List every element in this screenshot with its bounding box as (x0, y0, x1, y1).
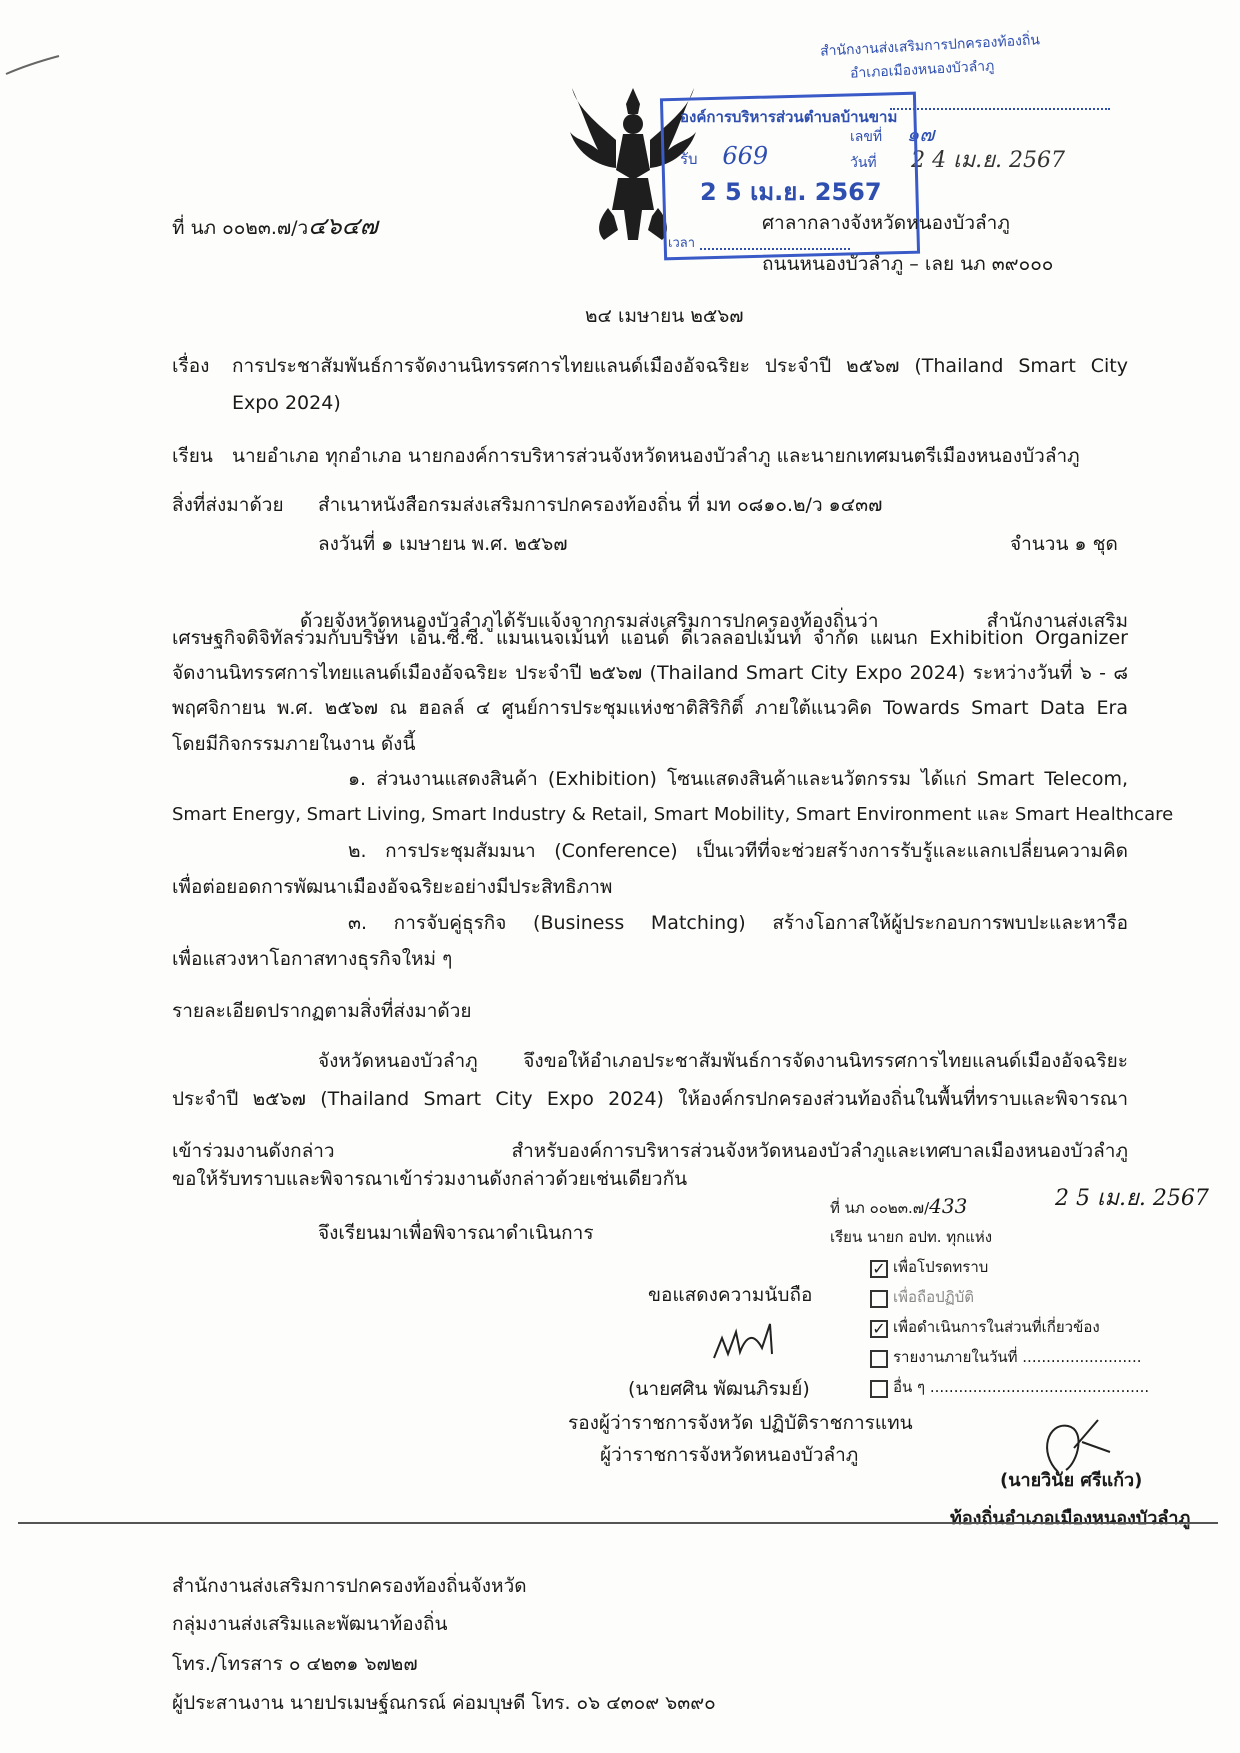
enclosure-line-1: สำเนาหนังสือกรมส่งเสริมการปกครองท้องถิ่น ที่ มท ๐๘๑๐.๒/ว ๑๔๓๗ (318, 494, 883, 516)
forward-to: เรียน นายก อปท. ทุกแห่ง (830, 1228, 993, 1246)
body-line-15: เข้าร่วมงานดังกล่าว สำหรับองค์การบริหารส่วนจังหวัดหนองบัวลำภูและเทศบาลเมืองหนองบัวลำภู (172, 1140, 1128, 1162)
footer-line-4: ผู้ประสานงาน นายปรเมษฐ์ณกรณ์ ค่อมบุษดี โทร. ๐๖ ๔๓๐๙ ๖๓๙๐ (172, 1692, 716, 1714)
body-line-3: จัดงานนิทรรศการไทยแลนด์เมืองอัจฉริยะ ประจำปี ๒๕๖๗ (Thailand Smart City Expo 2024) ระหว่างวันที่ ๖ - ๘ (172, 662, 1128, 684)
option-checkbox-4[interactable] (870, 1350, 888, 1368)
received-stamp-date: วันที่ 2 4 เม.ย. 2567 (850, 148, 1065, 173)
stamp-number-dotline (890, 108, 1110, 110)
forward-signer: (นายวินัย ศรีแก้ว) (1000, 1470, 1143, 1491)
option-label-2: เพื่อถือปฏิบัติ (893, 1288, 974, 1306)
footer-line-3: โทร./โทรสาร ๐ ๔๒๓๑ ๖๗๒๗ (172, 1653, 418, 1675)
received-stamp-office-2: อำเภอเมืองหนองบัวลำภู (849, 58, 995, 82)
stamp-box-time: เวลา (668, 236, 696, 251)
option-checkbox-3[interactable] (870, 1320, 888, 1338)
signer-name: (นายศศิน พัฒนภิรมย์) (628, 1378, 810, 1400)
option-checkbox-2[interactable] (870, 1290, 888, 1308)
ref-number: ที่ นภ ๐๐๒๓.๗/ว๔๖๔๗ (172, 212, 378, 240)
to-text: นายอำเภอ ทุกอำเภอ นายกองค์การบริหารส่วนจังหวัดหนองบัวลำภู และนายกเทศมนตรีเมืองหนองบัวลำภู (232, 445, 1080, 467)
enclosure-qty: จำนวน ๑ ชุด (1010, 533, 1118, 555)
forward-signer-title: ท้องถิ่นอำเภอเมืองหนองบัวลำภู (950, 1508, 1191, 1529)
body-line-16: ขอให้รับทราบและพิจารณาเข้าร่วมงานดังกล่าวด้วยเช่นเดียวกัน (172, 1168, 688, 1190)
received-stamp-number: เลขที่ ๑๗ (850, 122, 935, 146)
signer-title-1: รองผู้ว่าราชการจังหวัด ปฏิบัติราชการแทน (568, 1412, 913, 1434)
body-line-1: ด้วยจังหวัดหนองบัวลำภูได้รับแจ้งจากกรมส่งเสริมการปกครองท้องถิ่นว่า สำนักงานส่งเสริม (300, 610, 1128, 632)
pen-mark (4, 50, 64, 80)
body-line-7: Smart Energy, Smart Living, Smart Industry & Retail, Smart Mobility, Smart Environment และ Smart Healthcare (172, 804, 1174, 825)
check-icon: ✓ (872, 1259, 886, 1278)
check-icon: ✓ (872, 1319, 886, 1338)
body-line-8: ๒. การประชุมสัมมนา (Conference) เป็นเวทีที่จะช่วยสร้างการรับรู้และแลกเปลี่ยนความคิด (348, 840, 1128, 862)
to-label: เรียน (172, 445, 213, 467)
subject-line-2: Expo 2024) (232, 392, 341, 414)
body-line-6: ๑. ส่วนงานแสดงสินค้า (Exhibition) โซนแสดงสินค้าและนวัตกรรม ได้แก่ Smart Telecom, (348, 768, 1128, 790)
signer-title-2: ผู้ว่าราชการจังหวัดหนองบัวลำภู (600, 1444, 859, 1466)
footer-line-2: กลุ่มงานส่งเสริมและพัฒนาท้องถิ่น (172, 1613, 448, 1635)
forward-date: 2 5 เม.ย. 2567 (1055, 1186, 1209, 1211)
sender-line-2: ถนนหนองบัวลำภู – เลย นภ ๓๙๐๐๐ (762, 253, 1054, 275)
body-line-13: จังหวัดหนองบัวลำภู จึงขอให้อำเภอประชาสัมพันธ์การจัดงานนิทรรศการไทยแลนด์เมืองอัจฉริยะ (318, 1050, 1128, 1072)
subject-line-1: การประชาสัมพันธ์การจัดงานนิทรรศการไทยแลนด์เมืองอัจฉริยะ ประจำปี ๒๕๖๗ (Thailand Smart City (232, 355, 1128, 377)
option-label-4: รายงานภายในวันที่ ......................... (893, 1348, 1142, 1366)
footer-line-1: สำนักงานส่งเสริมการปกครองท้องถิ่นจังหวัด (172, 1575, 527, 1597)
option-checkbox-1[interactable] (870, 1260, 888, 1278)
option-label-3: เพื่อดำเนินการในส่วนที่เกี่ยวข้อง (893, 1318, 1100, 1336)
body-line-5: โดยมีกิจกรรมภายในงาน ดังนี้ (172, 733, 416, 755)
closing-request: จึงเรียนมาเพื่อพิจารณาดำเนินการ (318, 1222, 594, 1244)
received-stamp-office: สำนักงานส่งเสริมการปกครองท้องถิ่น (819, 32, 1041, 60)
separator-rule (18, 1522, 1218, 1524)
body-line-2: เศรษฐกิจดิจิทัลร่วมกับบริษัท เอ็น.ซี.ซี. แมนเนจเม้นท์ แอนด์ ดีเวลลอปเม้นท์ จำกัด แผนก Exhibition Organizer (172, 627, 1128, 649)
sender-line-1: ศาลากลางจังหวัดหนองบัวลำภู (762, 212, 1010, 234)
enclosure-line-2: ลงวันที่ ๑ เมษายน พ.ศ. ๒๕๖๗ (318, 533, 568, 555)
respect: ขอแสดงความนับถือ (648, 1284, 813, 1306)
option-checkbox-5[interactable] (870, 1380, 888, 1398)
stamp-box-dotline (700, 248, 850, 250)
stamp-box-org: องค์การบริหารส่วนตำบลบ้านขาม (680, 108, 898, 126)
subject-label: เรื่อง (172, 355, 210, 377)
body-line-10: ๓. การจับคู่ธุรกิจ (Business Matching) สร้างโอกาสให้ผู้ประกอบการพบปะและหารือ (348, 912, 1128, 934)
stamp-box-number: รับ 669 (680, 142, 769, 170)
forward-ref: ที่ นภ ๐๐๒๓.๗/433 (830, 1194, 968, 1218)
body-line-9: เพื่อต่อยอดการพัฒนาเมืองอัจฉริยะอย่างมีประสิทธิภาพ (172, 876, 613, 898)
body-line-11: เพื่อแสวงหาโอกาสทางธุรกิจใหม่ ๆ (172, 948, 453, 970)
body-line-4: พฤศจิกายน พ.ศ. ๒๕๖๗ ณ ฮอลล์ ๔ ศูนย์การประชุมแห่งชาติสิริกิติ์ ภายใต้แนวคิด Towards Smart Data Era (172, 697, 1128, 719)
body-line-14: ประจำปี ๒๕๖๗ (Thailand Smart City Expo 2024) ให้องค์กรปกครองส่วนท้องถิ่นในพื้นที่ทราบและพิจารณา (172, 1088, 1128, 1110)
body-line-12: รายละเอียดปรากฏตามสิ่งที่ส่งมาด้วย (172, 1000, 472, 1022)
option-label-5: อื่น ๆ .............................................. (893, 1378, 1150, 1396)
signature-mark (710, 1318, 790, 1368)
letter-date: ๒๔ เมษายน ๒๕๖๗ (585, 305, 744, 327)
stamp-box-date: 2 5 เม.ย. 2567 (700, 178, 882, 206)
option-label-1: เพื่อโปรดทราบ (893, 1258, 989, 1276)
enclosure-label: สิ่งที่ส่งมาด้วย (172, 494, 284, 516)
